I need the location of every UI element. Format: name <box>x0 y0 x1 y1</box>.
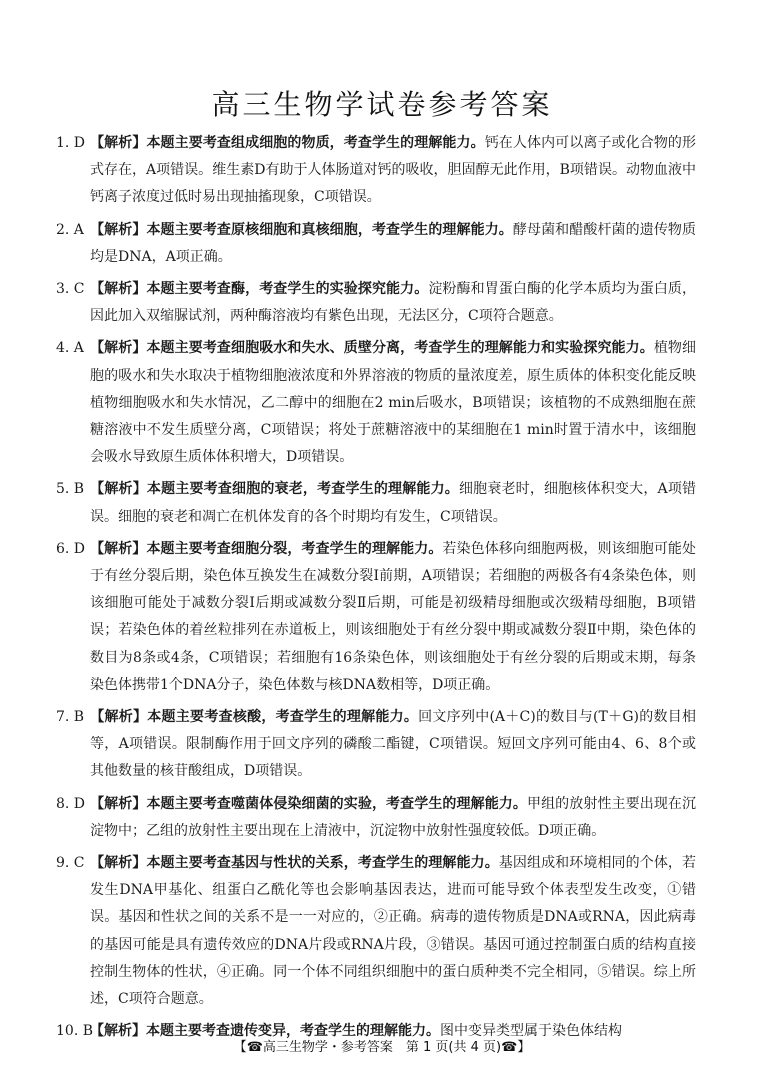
answer-item <box>56 335 696 471</box>
analysis-text: 植物细胞的吸水和失水取决于植物细胞液浓度和外界溶液的物质的量浓度差，原生质体的体积变化能反映植物细胞吸水和失水情况，乙二醇中的细胞在2 min后吸水，B项错误；该植物的不成熟细胞在蔗糖溶液中不发生质壁分离，C项错误；将处于蔗糖溶液中的某细胞在1 min时置于清水中，该细胞会吸水导致原生质体体积增大，D项错误。 <box>90 340 696 466</box>
page-title: 高三生物学试卷参考答案 <box>211 87 553 121</box>
analysis-text: 回文序列中(A＋C)的数目与(T＋G)的数目相等，A项错误。限制酶作用于回文序列的磷酸二酯键，C项错误。短回文序列可能由4、6、8个或其他数量的核苷酸组成，D项错误。 <box>90 709 696 780</box>
analysis-heading: 【解析】本题主要考查组成细胞的物质，考查学生的理解能力。 <box>90 135 485 151</box>
analysis-heading: 【解析】本题主要考查基因与性状的关系，考查学生的理解能力。 <box>90 855 499 872</box>
answer-number: 5. B <box>56 481 85 498</box>
analysis-heading: 【解析】本题主要考查遗传变异，考查学生的理解能力。 <box>90 1023 440 1040</box>
analysis-text: 淀粉酶和胃蛋白酶的化学本质均为蛋白质，因此加入双缩脲试剂，两种酶溶液均有紫色出现，无法区分，C项符合题意。 <box>90 281 696 325</box>
answer-number: 8. D <box>56 795 86 812</box>
analysis-text: 甲组的放射性主要出现在沉淀物中；乙组的放射性主要出现在上清液中，沉淀物中放射性强度较低。D项正确。 <box>90 795 696 839</box>
analysis-text: 基因组成和环境相同的个体，若发生DNA甲基化、组蛋白乙酰化等也会影响基因表达，进而可能导致个体表型发生改变，①错误。基因和性状之间的关系不是一一对应的，②正确。病毒的遗传物质是DNA或RNA，因此病毒的基因可能是具有遗传效应的DNA片段或RNA片段，③错误。基因可通过控制蛋白质的结构直接控制生物体的性状，④正确。同一个体不同组织细胞中的蛋白质种类不完全相同，⑤错误。综上所述，C项符合题意。 <box>90 855 696 1008</box>
footer-text: 高三生物学・参考答案 第 1 页(共 4 页) <box>262 1040 502 1055</box>
answer-item <box>56 476 696 530</box>
analysis-heading: 【解析】本题主要考查细胞的衰老，考查学生的理解能力。 <box>90 481 459 498</box>
footer-right-bracket: 】 <box>517 1040 531 1055</box>
analysis-text: 细胞衰老时，细胞核体积变大，A项错误。细胞的衰老和凋亡在机体发育的各个时期均有发生，C项错误。 <box>90 481 696 525</box>
footer-left-bracket: 【 <box>233 1040 247 1055</box>
answer-list <box>56 130 696 1051</box>
answer-item <box>56 217 696 271</box>
phone-icon: ☎ <box>501 1040 518 1055</box>
analysis-text: 图中变异类型属于染色体结构 <box>440 1023 622 1040</box>
answer-number: 7. B <box>56 709 85 726</box>
answer-item <box>56 791 696 845</box>
answer-item <box>56 536 696 699</box>
answer-number: 6. D <box>56 540 86 557</box>
answer-item <box>56 850 696 1013</box>
analysis-text: 钙在人体内可以离子或化合物的形式存在，A项错误。维生素D有助于人体肠道对钙的吸收，胆固醇无此作用，B项错误。动物血液中钙离子浓度过低时易出现抽搐现象，C项错误。 <box>90 135 696 206</box>
answer-number: 3. C <box>56 281 85 298</box>
answer-item <box>56 704 696 786</box>
analysis-heading: 【解析】本题主要考查原核细胞和真核细胞，考查学生的理解能力。 <box>90 221 513 238</box>
answer-number: 4. A <box>56 340 84 357</box>
analysis-heading: 【解析】本题主要考查噬菌体侵染细菌的实验，考查学生的理解能力。 <box>90 795 527 812</box>
phone-icon: ☎ <box>246 1040 263 1055</box>
analysis-heading: 【解析】本题主要考查核酸，考查学生的理解能力。 <box>90 709 419 726</box>
answer-item <box>56 130 696 212</box>
answer-item <box>56 276 696 330</box>
answer-number: 2. A <box>56 221 84 238</box>
answer-number: 9. C <box>56 855 85 872</box>
analysis-text: 酵母菌和醋酸杆菌的遗传物质均是DNA，A项正确。 <box>90 221 696 265</box>
answer-number: 1. D <box>56 135 86 151</box>
page-footer <box>0 1036 764 1055</box>
analysis-heading: 【解析】本题主要考查细胞吸水和失水、质壁分离，考查学生的理解能力和实验探究能力。 <box>90 340 654 357</box>
analysis-heading: 【解析】本题主要考查细胞分裂，考查学生的理解能力。 <box>90 540 443 557</box>
answer-number: 10. B <box>56 1023 94 1040</box>
analysis-text: 若染色体移向细胞两极，则该细胞可能处于有丝分裂后期，染色体互换发生在减数分裂Ⅰ前期，A项错误；若细胞的两极各有4条染色体，则该细胞可能处于减数分裂Ⅰ后期或减数分裂Ⅱ后期，可能是初级精母细胞或次级精母细胞，B项错误；若染色体的着丝粒排列在赤道板上，则该细胞处于有丝分裂中期或减数分裂Ⅱ中期，染色体的数目为8条或4条，C项错误；若细胞有16条染色体，则该细胞处于有丝分裂的后期或末期，每条染色体携带1个DNA分子，染色体数与核DNA数相等，D项正确。 <box>90 540 696 693</box>
analysis-heading: 【解析】本题主要考查酶，考查学生的实验探究能力。 <box>90 281 429 298</box>
